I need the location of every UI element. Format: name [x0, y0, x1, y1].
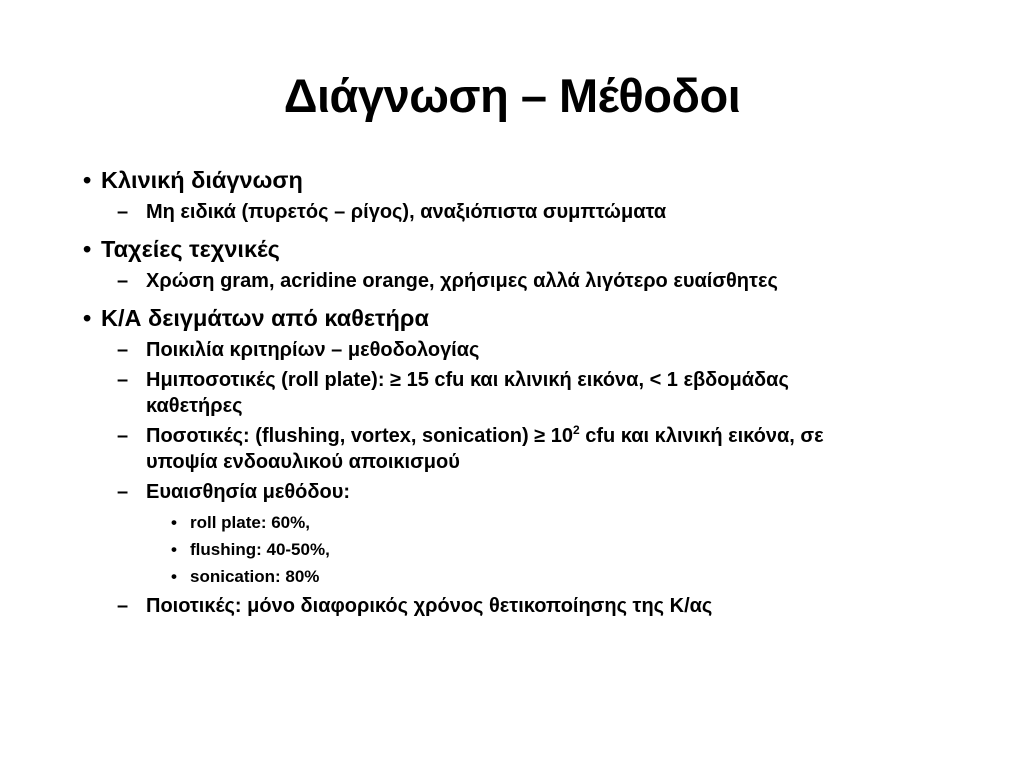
dash-icon: –: [117, 481, 129, 503]
bullet-text: Κ/Α δειγμάτων από καθετήρα: [101, 305, 429, 331]
dash-icon: –: [117, 425, 129, 447]
sub-item-gram-stain: [0, 268, 966, 294]
sub-sub-item-text: sonication: 80%: [190, 567, 320, 586]
bullet-icon: •: [83, 236, 92, 262]
sub-item-nonspecific-symptoms: [0, 199, 906, 225]
sub-item-text: Ευαισθησία μεθόδου:: [146, 481, 351, 503]
bullet-icon: •: [83, 167, 92, 193]
bullet-icon: •: [83, 305, 92, 331]
dash-icon: –: [117, 595, 129, 617]
dash-icon: –: [117, 270, 129, 292]
bullet-item-rapid-techniques: [0, 234, 1000, 264]
sub-item-text: Ημιποσοτικές (roll plate): ≥ 15 cfu και κλινική εικόνα, < 1 εβδομάδας καθετήρες: [146, 369, 789, 417]
sub-sub-item-roll-plate: [0, 509, 1000, 536]
dash-icon: –: [117, 339, 129, 361]
sub-sub-item-text: flushing: 40-50%,: [190, 540, 330, 559]
sub-sub-item-flushing: [0, 536, 1000, 563]
bullet-text: Κλινική διάγνωση: [101, 167, 303, 193]
sub-item-text: Ποιοτικές: μόνο διαφορικός χρόνος θετικοποίησης της Κ/ας: [146, 595, 713, 617]
sub-sub-item-sonication: [0, 563, 1000, 590]
bullet-icon: •: [171, 567, 177, 586]
dash-icon: –: [117, 369, 129, 391]
bullet-list: [0, 165, 1000, 619]
sub-item-semiquantitative: [0, 367, 846, 419]
slide-title: Διάγνωση – Μέθοδοι: [283, 69, 741, 122]
sub-item-text-before: Ποσοτικές: (flushing, vortex, sonication) ≥ 10: [146, 425, 573, 447]
sub-item-criteria-variety: [0, 337, 906, 363]
bullet-text: Ταχείες τεχνικές: [101, 236, 280, 262]
superscript-exponent: 2: [572, 423, 580, 437]
dash-icon: –: [117, 201, 129, 223]
sub-item-text-after: cfu και κλινική εικόνα, σε υποψία ενδοαυλικού αποικισμού: [146, 425, 824, 473]
bullet-item-clinical-diagnosis: [0, 165, 1000, 195]
sub-item-text: Ποικιλία κριτηρίων – μεθοδολογίας: [146, 339, 480, 361]
bullet-item-catheter-cultures: [0, 303, 1000, 333]
sub-item-text: Μη ειδικά (πυρετός – ρίγος), αναξιόπιστα συμπτώματα: [146, 201, 667, 223]
sub-sub-item-text: roll plate: 60%,: [190, 513, 310, 532]
bullet-icon: •: [171, 540, 177, 559]
sub-item-sensitivity: [0, 479, 906, 505]
sub-item-quantitative: [0, 423, 896, 475]
bullet-icon: •: [171, 513, 177, 532]
sub-item-qualitative: [0, 593, 946, 619]
sub-item-text: Χρώση gram, acridine orange, χρήσιμες αλλά λιγότερο ευαίσθητες: [146, 270, 778, 292]
